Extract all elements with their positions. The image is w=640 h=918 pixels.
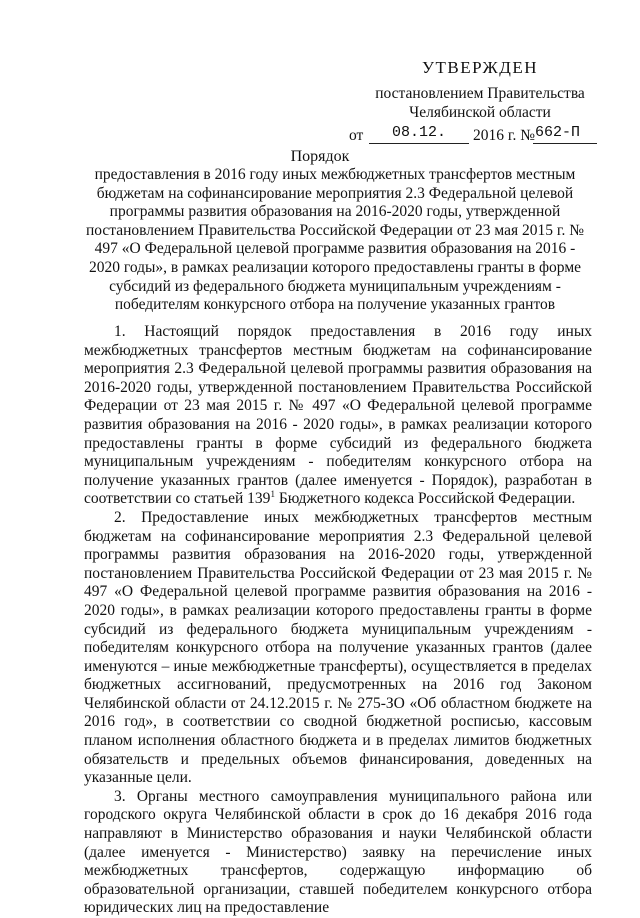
article-superscript: 1 — [270, 489, 275, 500]
paragraph-1 — [84, 323, 592, 509]
paragraph-2: 2. Предоставление иных межбюджетных трансфертов местным бюджетам на софинансирование мероприятия 2.3 Федеральной целевой программы развития образования на 2016-2020 годы, утвержденной постановлением Правительства Российской Федерации от 23 мая 2015 г. № 497 «О Федеральной целевой программе развития образования на 2016 - 2020 годы», в рамках реализации которого предоставлены гранты в форме субсидий из федерального бюджета муниципальным учреждениям - победителям конкурсного отбора на получение указанных грантов (далее именуются – иные межбюджетные трансферты), осуществляется в пределах бюджетных ассигнований, предусмотренных на 2016 год Законом Челябинской области от 24.12.2015 г. № 275-ЗО «Об областном бюджете на 2016 год», в соответствии со сводной бюджетной росписью, кассовым планом исполнения областного бюджета и в пределах лимитов бюджетных обязательств и предельных объемов финансирования, доведенных на указанные цели. — [84, 508, 592, 787]
order-title: Порядок — [290, 148, 350, 165]
paragraph-1-end: Бюджетного кодекса Российской Федерации. — [274, 490, 576, 508]
approval-date-line — [349, 124, 605, 146]
date-prefix: от — [349, 127, 364, 144]
date-value: 08.12. — [369, 124, 469, 144]
paragraph-1-text: 1. Настоящий порядок предоставления в 2016 году иных межбюджетных трансфертов местным бюджетам на софинансирование мероприятия 2.3 Федеральной целевой программы развития образования на 2016-2020 годы, утвержденной постановлением Правительства Российской Федерации от 23 мая 2015 г. № 497 «О Федеральной целевой программе развития образования на 2016 - 2020 годы», в рамках реализации которого предоставлены гранты в форме субсидий из федерального бюджета муниципальным учреждениям - победителям конкурсного отбора на получение указанных грантов (далее именуется - Порядок), разработан в соответствии со статьей 139 — [84, 323, 592, 508]
approval-title: УТВЕРЖДЕН — [422, 58, 538, 77]
approval-stamp — [349, 58, 605, 146]
order-subtitle: предоставления в 2016 году иных межбюджетных трансфертов местным бюджетам на софинансирование мероприятия 2.3 Федеральной целевой программы развития образования на 2016-2020 годы, утвержденной постановлением Правительства Российской Федерации от 23 мая 2015 г. № 497 «О Федеральной целевой программе развития образования на 2016 - 2020 годы», в рамках реализации которого предоставлены гранты в форме субсидий из федерального бюджета муниципальным учреждениям - победителям конкурсного отбора на получение указанных грантов — [85, 166, 584, 314]
approval-line-2: Челябинской области — [409, 104, 551, 121]
paragraph-3: 3. Органы местного самоуправления муниципального района или городского округа Челябинской области в срок до 16 декабря 2016 года направляют в Министерство образования и науки Челябинской области (далее именуется - Министерство) заявку на перечисление иных межбюджетных трансфертов, содержащую информацию об образовательной организации, ставшей победителем конкурсного отбора юридических лиц на предоставление — [84, 787, 592, 917]
approval-line-1: постановлением Правительства — [375, 85, 585, 102]
year-text: 2016 г. № — [473, 127, 536, 144]
document-body — [84, 323, 592, 918]
document-number: 662-П — [533, 124, 597, 144]
